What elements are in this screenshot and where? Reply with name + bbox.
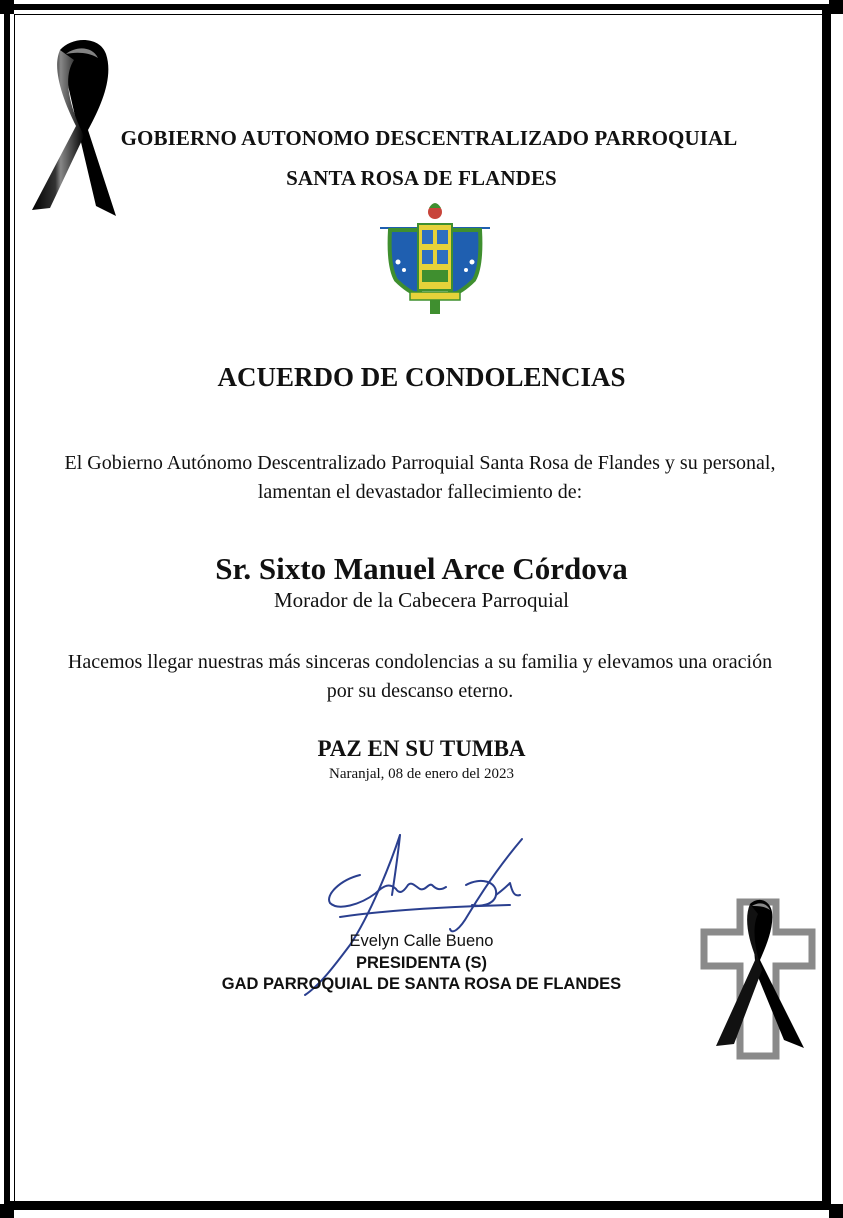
parish-coat-of-arms xyxy=(380,200,490,316)
border-corner xyxy=(0,0,14,14)
institution-subname: SANTA ROSA DE FLANDES xyxy=(286,166,557,190)
intro-paragraph: El Gobierno Autónomo Descentralizado Parroquial Santa Rosa de Flandes y su personal, lamentan el devastador fallecimiento de: xyxy=(64,452,776,503)
cross-ribbon-icon xyxy=(700,898,816,1060)
signer-position: PRESIDENTA (S) xyxy=(355,954,488,972)
document-title: ACUERDO DE CONDOLENCIAS xyxy=(217,362,626,392)
deceased-description: Morador de la Cabecera Parroquial xyxy=(273,588,570,612)
condolence-paragraph: Hacemos llegar nuestras más sinceras condolencias a su familia y elevamos una oración por su descanso eterno. xyxy=(67,651,773,702)
handwritten-signature xyxy=(300,825,540,1000)
signer-organization: GAD PARROQUIAL DE SANTA ROSA DE FLANDES xyxy=(221,975,622,993)
date-line: Naranjal, 08 de enero del 2023 xyxy=(329,766,514,782)
border-corner xyxy=(0,1204,14,1218)
rip-heading: PAZ EN SU TUMBA xyxy=(317,736,526,761)
institution-name: GOBIERNO AUTONOMO DESCENTRALIZADO PARROQUIAL xyxy=(120,126,738,150)
signer-name: Evelyn Calle Bueno xyxy=(349,932,494,950)
border-corner xyxy=(829,0,843,14)
deceased-name: Sr. Sixto Manuel Arce Córdova xyxy=(215,551,628,586)
border-corner xyxy=(829,1204,843,1218)
